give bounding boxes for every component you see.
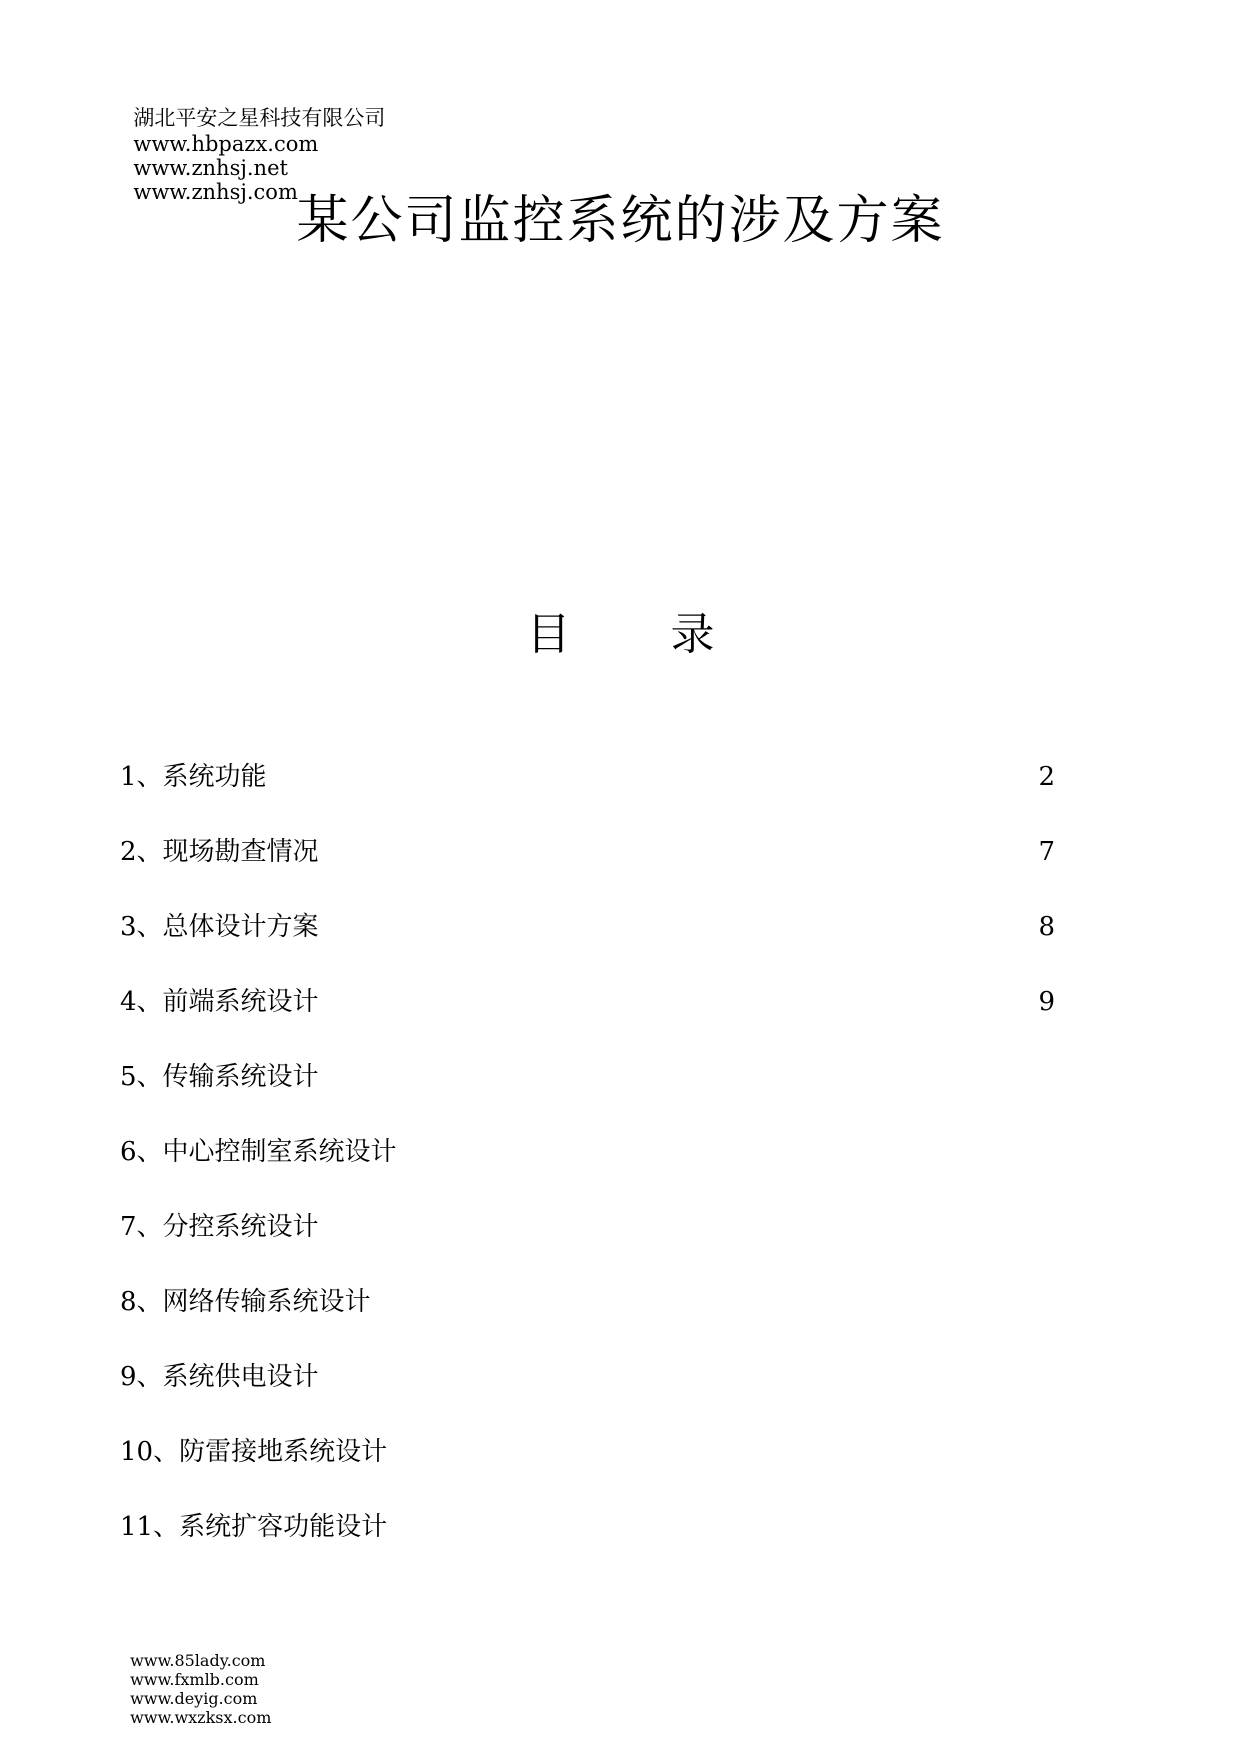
toc-page-number: 8: [1038, 912, 1055, 942]
footer-link[interactable]: www.deyig.com: [130, 1689, 258, 1708]
footer-link[interactable]: www.wxzksx.com: [130, 1708, 272, 1727]
toc-entry-label: 5、传输系统设计: [120, 1062, 319, 1092]
toc-page-number: 2: [1038, 762, 1055, 792]
toc-entry-label: 1、系统功能: [120, 762, 267, 792]
toc-entry-label: 4、前端系统设计: [120, 987, 319, 1017]
header-company: 湖北平安之星科技有限公司: [133, 106, 386, 130]
toc-entry[interactable]: [120, 1058, 1055, 1096]
toc-entry[interactable]: [120, 833, 1055, 871]
toc-heading: [0, 598, 1241, 662]
footer-link[interactable]: www.fxmlb.com: [130, 1670, 259, 1689]
toc-heading-char: 录: [670, 609, 715, 660]
toc-entry[interactable]: [120, 1133, 1055, 1171]
toc-entry-label: 9、系统供电设计: [120, 1362, 319, 1392]
toc-entry-label: 7、分控系统设计: [120, 1212, 319, 1242]
header-link[interactable]: www.znhsj.net: [133, 156, 288, 180]
footer-link[interactable]: www.85lady.com: [130, 1651, 266, 1670]
table-of-contents: [120, 758, 1055, 1583]
toc-entry[interactable]: [120, 1508, 1055, 1546]
toc-entry[interactable]: [120, 1433, 1055, 1471]
header-link[interactable]: www.znhsj.com: [133, 180, 298, 204]
document-title: 某公司监控系统的涉及方案: [296, 191, 945, 251]
toc-entry-label: 8、网络传输系统设计: [120, 1287, 371, 1317]
header-link[interactable]: www.hbpazx.com: [133, 132, 319, 156]
toc-page-number: 9: [1038, 987, 1055, 1017]
toc-entry[interactable]: [120, 983, 1055, 1021]
toc-entry[interactable]: [120, 1208, 1055, 1246]
toc-entry-label: 6、中心控制室系统设计: [120, 1137, 397, 1167]
toc-entry-label: 3、总体设计方案: [120, 912, 319, 942]
toc-entry-label: 10、防雷接地系统设计: [120, 1437, 388, 1467]
page-footer: [120, 1632, 295, 1727]
toc-entry[interactable]: [120, 1358, 1055, 1396]
toc-entry[interactable]: [120, 1283, 1055, 1321]
toc-page-number: 7: [1038, 837, 1055, 867]
toc-entry-label: 2、现场勘查情况: [120, 837, 319, 867]
toc-heading-char: 目: [526, 609, 571, 660]
toc-entry-label: 11、系统扩容功能设计: [120, 1512, 388, 1542]
toc-entry[interactable]: [120, 908, 1055, 946]
toc-entry[interactable]: [120, 758, 1055, 796]
